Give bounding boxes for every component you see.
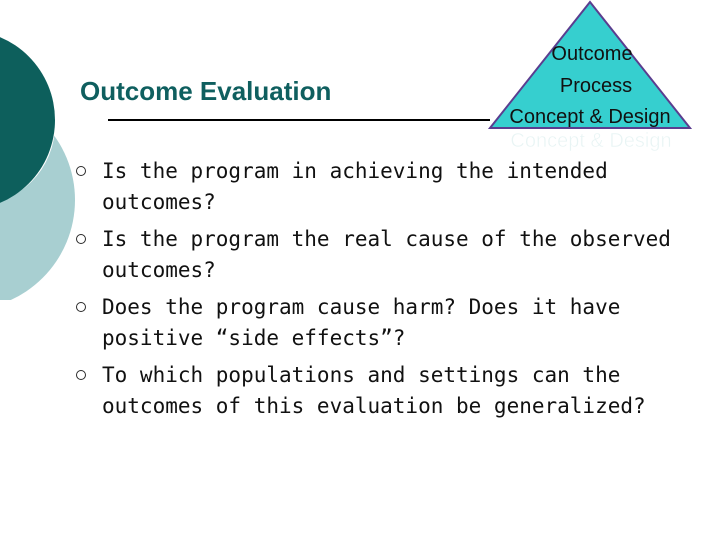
page-title: Outcome Evaluation bbox=[80, 76, 332, 106]
pyramid-level-concept-design: Concept & Design bbox=[509, 106, 671, 128]
list-item bbox=[76, 292, 716, 354]
title-underline bbox=[108, 119, 490, 121]
pyramid-level-process: Process bbox=[559, 75, 633, 97]
bullet-text: To which populations and settings can the outcomes of this evaluation be generalized? bbox=[102, 363, 646, 418]
bullet-text: Does the program cause harm? Does it have positive “side effects”? bbox=[102, 295, 621, 350]
pyramid-level-outcome: Outcome bbox=[551, 43, 633, 65]
bullet-list bbox=[76, 156, 716, 428]
bullet-circle-icon bbox=[76, 302, 86, 312]
list-item bbox=[76, 360, 716, 422]
bullet-circle-icon bbox=[76, 370, 86, 380]
pyramid-shadow-label: Concept & Design bbox=[510, 130, 672, 152]
bullet-text: Is the program in achieving the intended outcomes? bbox=[102, 159, 608, 214]
bullet-circle-icon bbox=[76, 166, 86, 176]
bullet-circle-icon bbox=[76, 234, 86, 244]
bullet-text: Is the program the real cause of the observed outcomes? bbox=[102, 227, 671, 282]
list-item bbox=[76, 224, 716, 286]
list-item bbox=[76, 156, 716, 218]
evaluation-pyramid bbox=[480, 0, 700, 160]
